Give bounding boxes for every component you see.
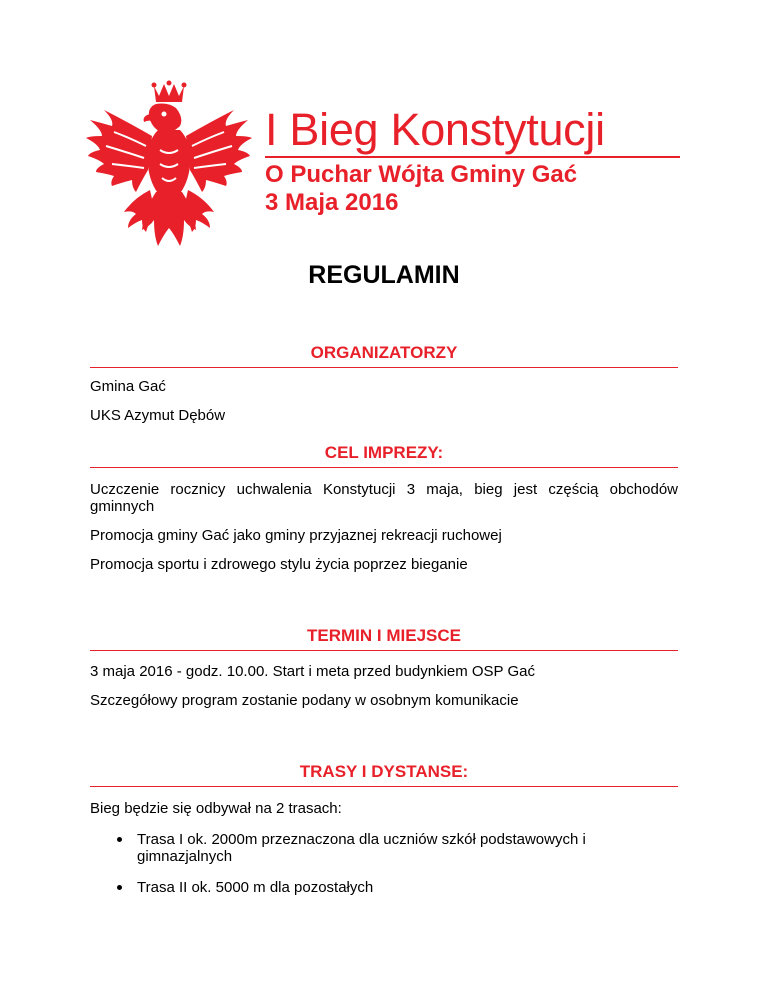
- paragraph: UKS Azymut Dębów: [90, 407, 226, 424]
- section-heading: CEL IMPREZY:: [90, 441, 678, 468]
- section-organizers: [90, 341, 678, 424]
- title-underline: [265, 156, 680, 158]
- paragraph: Promocja gminy Gać jako gminy przyjaznej rekreacji ruchowej: [90, 527, 502, 544]
- section-routes: [90, 760, 678, 896]
- list-item: [90, 831, 678, 865]
- section-time-place: [90, 624, 678, 709]
- paragraph: Bieg będzie się odbywał na 2 trasach:: [90, 800, 342, 817]
- list-item: [90, 879, 678, 896]
- paragraph: 3 maja 2016 - godz. 10.00. Start i meta przed budynkiem OSP Gać: [90, 663, 535, 680]
- polish-eagle-icon: [84, 80, 254, 260]
- list-item-text: Trasa II ok. 5000 m dla pozostałych: [137, 879, 374, 896]
- list-item-text: Trasa I ok. 2000m przeznaczona dla uczniów szkół podstawowych i gimnazjalnych: [137, 831, 586, 865]
- route-list: [90, 831, 678, 896]
- paragraph: Promocja sportu i zdrowego stylu życia poprzez bieganie: [90, 556, 468, 573]
- section-heading: TRASY I DYSTANSE:: [90, 760, 678, 787]
- section-heading: TERMIN I MIEJSCE: [90, 624, 678, 651]
- bullet-icon: [117, 837, 122, 842]
- document-heading: REGULAMIN: [308, 261, 460, 289]
- main-title: I Bieg Konstytucji: [265, 104, 605, 155]
- section-heading: ORGANIZATORZY: [90, 341, 678, 368]
- paragraph: Uczczenie rocznicy uchwalenia Konstytucji 3 maja, bieg jest częścią obchodów gminnych: [90, 481, 678, 515]
- section-goals: [90, 441, 678, 573]
- paragraph: Szczegółowy program zostanie podany w osobnym komunikacie: [90, 692, 519, 709]
- paragraph: Gmina Gać: [90, 378, 166, 395]
- bullet-icon: [117, 885, 122, 890]
- header-title-block: [265, 104, 680, 217]
- subtitle-trophy: O Puchar Wójta Gminy Gać: [265, 161, 578, 188]
- subtitle-date: 3 Maja 2016: [265, 189, 399, 216]
